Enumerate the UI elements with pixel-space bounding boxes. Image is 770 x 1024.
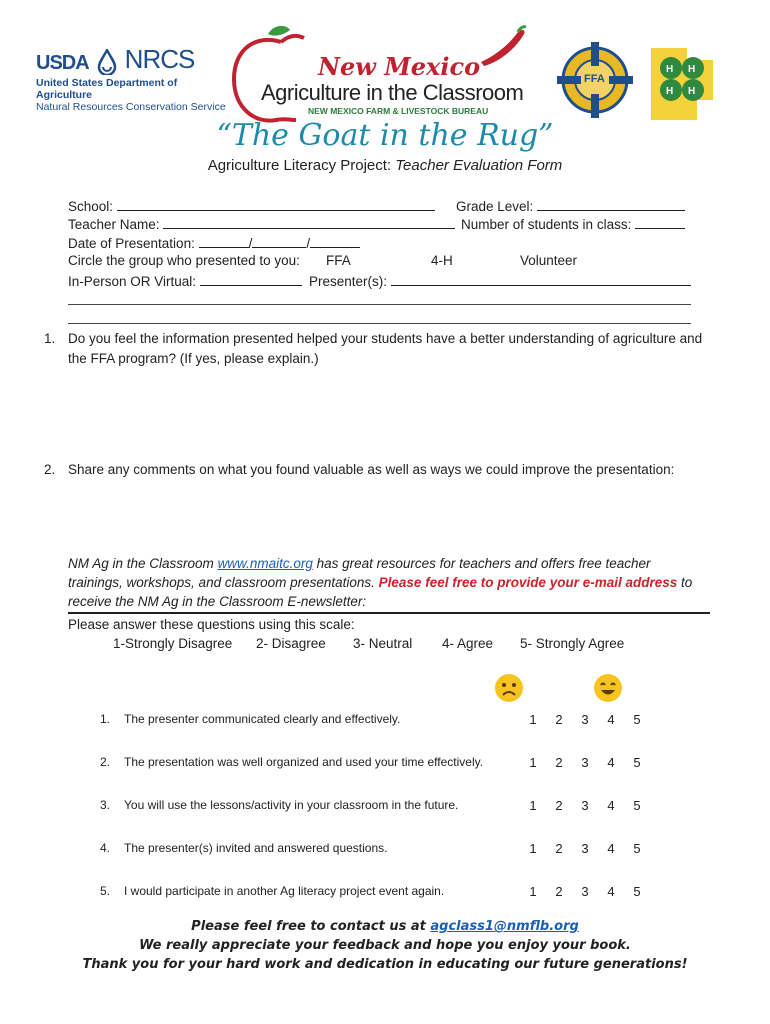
rating-statement-text: The presentation was well organized and used your time effectively. xyxy=(124,755,484,769)
rating-option-4[interactable]: 4 xyxy=(607,755,615,770)
teacher-name-field xyxy=(68,215,455,232)
rating-option-1[interactable]: 1 xyxy=(529,798,537,813)
contact-line xyxy=(0,919,770,934)
contact-text: Please feel free to contact us at xyxy=(191,919,431,934)
rating-option-2[interactable]: 2 xyxy=(555,755,563,770)
promo-email-request: Please feel free to provide your e-mail address xyxy=(378,575,678,590)
rating-statement-number: 5. xyxy=(100,884,111,898)
rating-statement-number: 1. xyxy=(100,712,111,726)
rating-option-5[interactable]: 5 xyxy=(633,841,641,856)
rating-option-1[interactable]: 1 xyxy=(529,841,537,856)
nm-logo-subtitle: Agriculture in the Classroom xyxy=(261,80,524,105)
question-1-text: Do you feel the information presented helped your students have a better understanding of agriculture and the FFA program? (If yes, please explain.) xyxy=(68,331,703,366)
thank-you-line: Thank you for your hard work and dedication in educating our future generations! xyxy=(82,957,688,972)
rating-option-3[interactable]: 3 xyxy=(581,798,589,813)
page-title: “The Goat in the Rug” xyxy=(216,118,554,153)
scale-intro: Please answer these questions using this scale: xyxy=(68,617,355,632)
date-day-input[interactable] xyxy=(252,234,306,248)
svg-text:H: H xyxy=(688,86,696,97)
rating-option-5[interactable]: 5 xyxy=(633,712,641,727)
scale-option-4: 4- Agree xyxy=(442,636,494,651)
date-field xyxy=(68,234,360,251)
date-label: Date of Presentation: xyxy=(68,236,195,251)
presenters-line-2[interactable] xyxy=(68,304,691,305)
usda-department-name: United States Department of Agriculture xyxy=(36,77,178,101)
water-drop-icon xyxy=(97,49,117,75)
sad-face-icon xyxy=(494,673,524,707)
rating-option-2[interactable]: 2 xyxy=(555,841,563,856)
date-slash-1: / xyxy=(248,236,253,251)
question-1-number: 1. xyxy=(44,331,56,346)
in-person-field xyxy=(68,272,302,289)
svg-text:H: H xyxy=(666,64,674,75)
rating-option-4[interactable]: 4 xyxy=(607,841,615,856)
rating-option-1[interactable]: 1 xyxy=(529,884,537,899)
rating-statement-text: You will use the lessons/activity in your classroom in the future. xyxy=(124,798,459,812)
presenters-label: Presenter(s): xyxy=(309,274,388,289)
contact-email-link[interactable]: agclass1@nmflb.org xyxy=(430,919,579,934)
rating-option-3[interactable]: 3 xyxy=(581,755,589,770)
nm-logo-title: New Mexico xyxy=(318,52,481,81)
presenters-input[interactable] xyxy=(391,272,691,286)
promo-text-start: NM Ag in the Classroom xyxy=(68,556,218,571)
rating-option-4[interactable]: 4 xyxy=(607,712,615,727)
rating-option-5[interactable]: 5 xyxy=(633,884,641,899)
subtitle-plain: Agriculture Literacy Project: xyxy=(207,157,396,174)
rating-option-3[interactable]: 3 xyxy=(581,841,589,856)
rating-statement-number: 3. xyxy=(100,798,111,812)
date-month-input[interactable] xyxy=(199,234,249,248)
form-subtitle xyxy=(0,157,770,174)
presenters-line-3[interactable] xyxy=(68,323,691,324)
group-option-4h[interactable]: 4-H xyxy=(431,253,453,268)
rating-option-3[interactable]: 3 xyxy=(581,884,589,899)
grade-level-field xyxy=(456,197,685,214)
school-label: School: xyxy=(68,199,114,214)
scale-option-3: 3- Neutral xyxy=(353,636,413,651)
date-year-input[interactable] xyxy=(310,234,360,248)
question-1-answer-area[interactable] xyxy=(68,372,698,452)
date-slash-2: / xyxy=(306,236,311,251)
rating-option-4[interactable]: 4 xyxy=(607,798,615,813)
rating-statement-text: The presenter communicated clearly and effectively. xyxy=(124,712,401,726)
rating-statement-text: The presenter(s) invited and answered questions. xyxy=(124,841,388,855)
teacher-name-input[interactable] xyxy=(163,215,455,229)
appreciation-line: We really appreciate your feedback and hope you enjoy your book. xyxy=(139,938,631,953)
school-field xyxy=(68,197,435,214)
rating-option-3[interactable]: 3 xyxy=(581,712,589,727)
rating-option-5[interactable]: 5 xyxy=(633,798,641,813)
num-students-label: Number of students in class: xyxy=(461,217,632,232)
promo-text-end: to receive the NM Ag in the Classroom E-newsletter: xyxy=(68,575,693,609)
grade-level-input[interactable] xyxy=(537,197,685,211)
svg-text:H: H xyxy=(688,64,696,75)
rating-statement-number: 2. xyxy=(100,755,111,769)
question-2-answer-area[interactable] xyxy=(68,482,698,546)
circle-group-label: Circle the group who presented to you: xyxy=(68,253,300,268)
rating-option-1[interactable]: 1 xyxy=(529,712,537,727)
ffa-emblem-text: FFA xyxy=(584,73,605,85)
ffa-emblem-icon xyxy=(555,40,635,120)
nrcs-wordmark: NRCS xyxy=(124,44,195,74)
subtitle-italic: Teacher Evaluation Form xyxy=(395,157,563,174)
promo-text-middle: has great resources for teachers and offers free teacher trainings, workshops, and classroom presentations. xyxy=(68,556,651,590)
question-2-number: 2. xyxy=(44,462,56,477)
four-h-clover-icon xyxy=(647,44,717,124)
rating-option-4[interactable]: 4 xyxy=(607,884,615,899)
teacher-name-label: Teacher Name: xyxy=(68,217,160,232)
in-person-label: In-Person OR Virtual: xyxy=(68,274,197,289)
num-students-field xyxy=(461,215,685,232)
presenters-field xyxy=(309,272,691,289)
rating-option-1[interactable]: 1 xyxy=(529,755,537,770)
group-option-volunteer[interactable]: Volunteer xyxy=(520,253,578,268)
usda-wordmark: USDA xyxy=(36,52,89,74)
newsletter-promo xyxy=(68,554,698,611)
rating-statement-text: I would participate in another Ag literacy project event again. xyxy=(124,884,445,898)
happy-face-icon xyxy=(593,673,623,707)
svg-text:H: H xyxy=(666,86,674,97)
usda-nrcs-logo xyxy=(36,44,226,113)
group-option-ffa[interactable]: FFA xyxy=(326,253,351,268)
nmaitc-link[interactable]: www.nmaitc.org xyxy=(217,556,313,571)
question-2-text: Share any comments on what you found valuable as well as ways we could improve the presentation: xyxy=(68,462,675,477)
num-students-input[interactable] xyxy=(635,215,685,229)
grade-level-label: Grade Level: xyxy=(456,199,534,214)
in-person-input[interactable] xyxy=(200,272,302,286)
newsletter-email-line[interactable] xyxy=(68,612,710,614)
rating-statement-number: 4. xyxy=(100,841,111,855)
school-input[interactable] xyxy=(117,197,435,211)
scale-option-1: 1-Strongly Disagree xyxy=(113,636,233,651)
scale-option-5: 5- Strongly Agree xyxy=(520,636,625,651)
scale-option-2: 2- Disagree xyxy=(256,636,326,651)
nm-logo-bureau: NEW MEXICO FARM & LIVESTOCK BUREAU xyxy=(308,106,489,116)
usda-service-name: Natural Resources Conservation Service xyxy=(36,101,226,113)
rating-option-5[interactable]: 5 xyxy=(633,755,641,770)
rating-option-2[interactable]: 2 xyxy=(555,712,563,727)
rating-option-2[interactable]: 2 xyxy=(555,798,563,813)
rating-option-2[interactable]: 2 xyxy=(555,884,563,899)
